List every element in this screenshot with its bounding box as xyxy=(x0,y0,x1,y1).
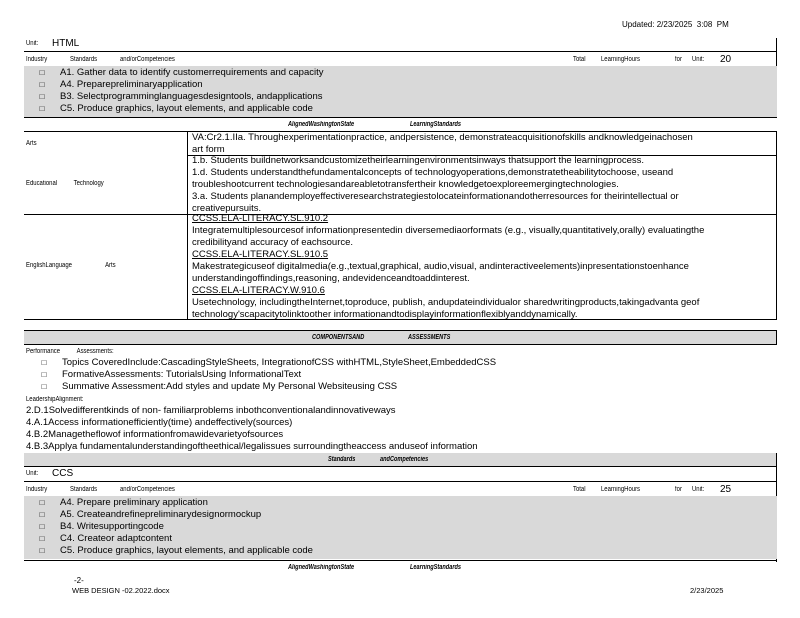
list-item: □ FormativeAssessments: TutorialsUsing InformationalText xyxy=(41,369,302,380)
list-item: □ A5. Createandrefinepreliminarydesignormockup xyxy=(39,509,262,520)
hours-value: 25 xyxy=(720,484,732,495)
list-item: □ A4. Prepare preliminary application xyxy=(39,497,208,508)
list-item: □ B4. Writesupportingcode xyxy=(39,521,164,532)
standards-label: Standards xyxy=(70,56,98,63)
competencies-label: and/orCompetencies xyxy=(120,56,175,63)
list-item: □ Summative Assessment:Add styles and update My Personal Websiteusing CSS xyxy=(41,381,398,392)
updated-time: 3:08 xyxy=(696,20,713,29)
footer-date: 2/23/2025 xyxy=(690,586,724,595)
list-item: □ C5. Produce graphics, layout elements, and applicable code xyxy=(39,103,313,114)
performance-label: Performance Assessments: xyxy=(26,348,114,355)
performance-list xyxy=(26,357,496,393)
standards-header-label: Standards xyxy=(328,456,356,463)
competencies-list xyxy=(24,496,777,559)
standard-link[interactable]: CCSS.ELA-LITERACY.SL.910.5 xyxy=(192,249,329,260)
aligned-label: AlignedWashingtonState xyxy=(288,121,355,128)
unit-name: HTML xyxy=(52,38,80,49)
competencies-label: and/orCompetencies xyxy=(120,486,175,493)
components-header xyxy=(24,331,777,344)
doc-name: WEB DESIGN -02.2022.docx xyxy=(72,586,170,595)
components-label: COMPONENTSAND xyxy=(312,334,365,341)
arts-label: Arts xyxy=(26,140,37,147)
standard-link[interactable]: CCSS.ELA-LITERACY.W.910.6 xyxy=(192,285,325,296)
standards-label: Standards xyxy=(70,486,98,493)
standard-link[interactable]: CCSS.ELA-LITERACY.SL.910.2 xyxy=(192,213,329,224)
leadership-label: LeadershipAlignment: xyxy=(26,396,84,403)
unit-name: CCS xyxy=(52,468,74,479)
edtech-standards: 1.b. Students buildnetworksandcustomizetheirlearningenvironmentsinways thatsupport the learningprocess. 1.d. Students understandthefundamentalconcepts of technologyoperations,demonstratetheabilitytochoose, useand troubleshootcurrent technologiesandareabletotransfertheir knowledgetoexploreemergingtechnologies. 3.a. Students planandemployeffectiveresearchstrategiestolocateinformationandotherresources for theirintellectual or creativepursuits. xyxy=(192,155,679,214)
edtech-label: Educational Technology xyxy=(26,180,104,187)
ela-standards: CCSS.ELA-LITERACY.SL.910.2 Integratemultiplesourcesof informationpresentedin diversemediaorformats (e.g., visually,quantitatively,orally) evaluatingthe credibilityand accuracy of eachsource. CCSS.ELA-LITERACY.SL.910.5 Makestrategicuseof digitalmedia(e.g.,textual,graphical, audio,visual, andinteractiveelements)inpresentationstoenhance understandingoffindings,reasoning, andevidenceandtoaddinterest. CCSS.ELA-LITERACY.W.910.6 Usetechnology, includingtheInternet,toproduce, publish, andupdateindividualor sharedwritingproducts,takingadvanta geof technology'scapacitytolinktoother informationandtodisplayinformationflexiblyanddynamically. xyxy=(192,213,705,320)
aligned-label: AlignedWashingtonState xyxy=(288,564,355,571)
list-item: 4.B.3Applya fundamentalunderstandingoftheethical/legalissues surroundingtheaccess anduseof information xyxy=(26,441,478,452)
unit-word: Unit: xyxy=(692,486,705,493)
updated-ampm: PM xyxy=(716,20,729,29)
updated-label: Updated: xyxy=(622,20,655,29)
competencies-header-label: andCompetencies xyxy=(380,456,429,463)
competencies-list xyxy=(24,66,777,117)
learning-hours-label: LearningHours xyxy=(601,56,641,63)
list-item: □ Topics CoveredInclude:CascadingStyleSheets, IntegrationofCSS withHTML,StyleSheet,EmbeddedCSS xyxy=(41,357,497,368)
leadership-list xyxy=(26,405,478,453)
industry-label: Industry xyxy=(26,56,48,63)
assessments-label: ASSESSMENTS xyxy=(408,334,451,341)
list-item: □ A4. Preparepreliminaryapplication xyxy=(39,79,203,90)
updated-stamp xyxy=(622,20,729,29)
updated-date: 2/23/2025 xyxy=(656,20,693,29)
unit-label: Unit: xyxy=(26,470,39,477)
total-label: Total xyxy=(573,486,586,493)
list-item: 4.B.2Managetheflowof informationfromawidevarietyofsources xyxy=(26,429,284,440)
page-number: -2- xyxy=(74,576,84,585)
learning-standards-label: LearningStandards xyxy=(410,121,462,128)
arts-standards: VA:Cr2.1.IIa. Throughexperimentationpractice, andpersistence, demonstrateacquisitionofskills andknowledgeinachosen art form xyxy=(192,132,693,155)
unit-word: Unit: xyxy=(692,56,705,63)
list-item: □ A1. Gather data to identify customerrequirements and capacity xyxy=(39,67,324,78)
list-item: 2.D.1Solvedifferentkinds of non- familiarproblems inbothconventionalandinnovativeways xyxy=(26,405,396,416)
learning-hours-label: LearningHours xyxy=(601,486,641,493)
list-item: □ C5. Produce graphics, layout elements, and applicable code xyxy=(39,545,313,556)
learning-standards-label: LearningStandards xyxy=(410,564,462,571)
unit-label: Unit: xyxy=(26,40,39,47)
total-label: Total xyxy=(573,56,586,63)
for-label: for xyxy=(675,56,682,63)
for-label: for xyxy=(675,486,682,493)
list-item: □ C4. Createor adaptcontent xyxy=(39,533,172,544)
industry-label: Industry xyxy=(26,486,48,493)
list-item: □ B3. Selectprogramminglanguagesdesigntools, andapplications xyxy=(39,91,323,102)
ela-label: EnglishLanguage Arts xyxy=(26,262,116,269)
list-item: 4.A.1Access informationefficiently(time) andeffectively(sources) xyxy=(26,417,293,428)
hours-value: 20 xyxy=(720,54,732,65)
